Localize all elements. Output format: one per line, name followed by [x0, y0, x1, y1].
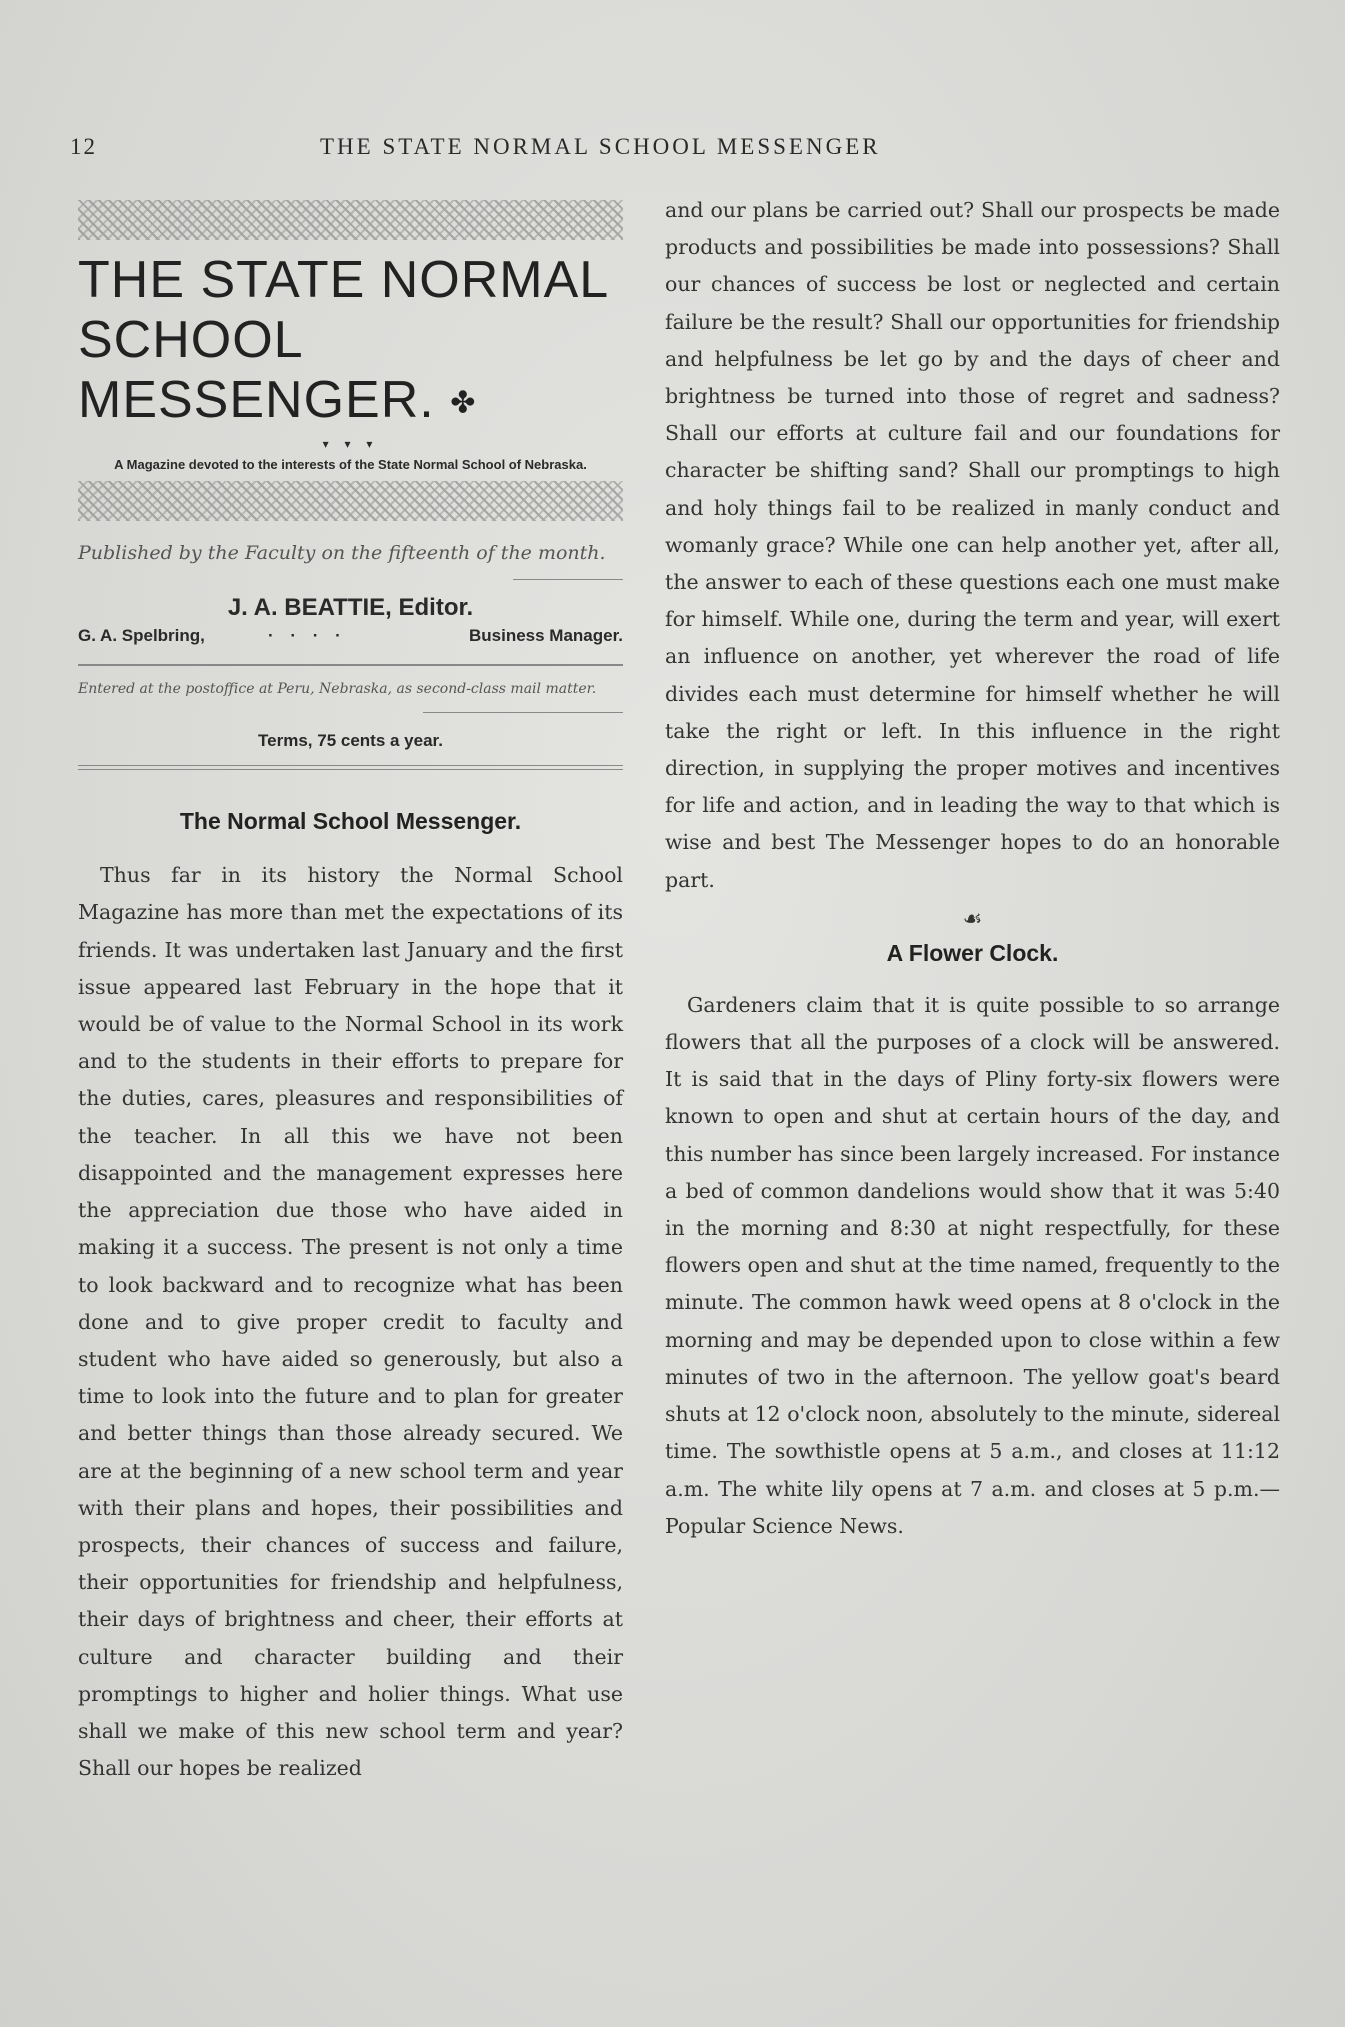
- divider: [78, 664, 623, 666]
- divider: [513, 579, 623, 580]
- manager-role: Business Manager.: [468, 626, 623, 646]
- running-title: THE STATE NORMAL SCHOOL MESSENGER: [320, 134, 881, 159]
- business-manager-line: [78, 626, 623, 652]
- fleuron-icon: ✤: [450, 386, 477, 420]
- masthead-ornament-top: [78, 200, 623, 240]
- article-body-text: Gardeners claim that it is quite possible to so arrange flowers that all the purposes of a clock will be answered. It is said that in the days of Pliny forty-six flowers were known to open and shut at certain hours of the day, and this number has since been largely increased. For instance a bed of common dandelions would show that it was 5:40 in the morning and 8:30 at night respectfully, for these flowers open and shut at the time named, frequently to the minute. The common hawk weed opens at 8 o'clock in the morning and may be depended upon to close within a few minutes of two in the afternoon. The yellow goat's beard shuts at 12 o'clock noon, absolutely to the minute, sidereal time. The sowthistle opens at 5 a.m., and closes at 11:12 a.m. The white lily opens at 7 a.m. and closes at 5 p.m.—Popular Science News.: [665, 992, 1280, 1538]
- page-number: 12: [70, 134, 97, 159]
- article-title: A Flower Clock.: [886, 939, 1059, 966]
- published-note: Published by the Faculty on the fifteenth of the month.: [78, 542, 606, 565]
- manager-name: G. A. Spelbring,: [78, 626, 205, 646]
- left-column: [78, 200, 623, 1787]
- manager-dots: · · · ·: [268, 626, 347, 646]
- masthead-title-line2: SCHOOL MESSENGER.: [78, 311, 435, 429]
- masthead-ornament-bottom: [78, 481, 623, 521]
- divider: [78, 765, 623, 770]
- article-title: The Normal School Messenger.: [179, 808, 522, 835]
- article-body: [78, 857, 623, 1787]
- article-body: [665, 987, 1280, 1545]
- running-header: [70, 134, 1260, 174]
- masthead-bullets: ▾ ▾ ▾: [322, 437, 379, 452]
- editor-line: J. A. BEATTIE, Editor.: [227, 594, 474, 622]
- article-body-continued: and our plans be carried out? Shall our prospects be made products and possibilities be made into possessions? Shall our chances of success be lost or neglected and certain failure be the result? Shall our opportunities for friendship and helpfulness be let go by and the days of cheer and brightness be turned into those of regret and sadness? Shall our efforts at culture fail and our foundations for character be shifting sand? Shall our promptings to high and holy things fail to be realized in manly conduct and womanly grace? While one can help another yet, after all, the answer to each of these questions each one must make for himself. While one, during the term and year, will exert an influence on another, yet wherever the road of life divides each must determine for himself whether he will take the right or left. In this influence in the right direction, in supplying the proper motives and incentives for life and action, and in leading the way to that which is wise and best The Messenger hopes to do an honorable part.: [665, 198, 1280, 892]
- subscription-terms: Terms, 75 cents a year.: [258, 731, 443, 751]
- masthead-title-line1: THE STATE NORMAL: [78, 251, 610, 309]
- right-column: [665, 200, 1280, 1545]
- section-separator-icon: ☙: [962, 906, 983, 932]
- postal-entry-note: Entered at the postoffice at Peru, Nebraska, as second-class mail matter.: [78, 681, 597, 698]
- divider: [423, 712, 623, 713]
- masthead-tagline: A Magazine devoted to the interests of the State Normal School of Nebraska.: [114, 457, 587, 473]
- masthead-title: [78, 250, 623, 433]
- article-body-text: Thus far in its history the Normal School Magazine has more than met the expectations of its friends. It was undertaken last January and the first issue appeared last February in the hope that it would be of value to the Normal School in its work and to the students in their efforts to prepare for the duties, cares, pleasures and responsibilities of the teacher. In all this we have not been disappointed and the management expresses here the appreciation due those who have aided in making it a success. The present is not only a time to look backward and to recognize what has been done and to give proper credit to faculty and student who have aided so generously, but also a time to look into the future and to plan for greater and better things than those already secured. We are at the beginning of a new school term and year with their plans and hopes, their possibilities and prospects, their chances of success and failure, their opportunities for friendship and helpfulness, their days of brightness and cheer, their efforts at culture and character building and their promptings to higher and holier things. What use shall we make of this new school term and year? Shall our hopes be realized: [78, 863, 623, 1781]
